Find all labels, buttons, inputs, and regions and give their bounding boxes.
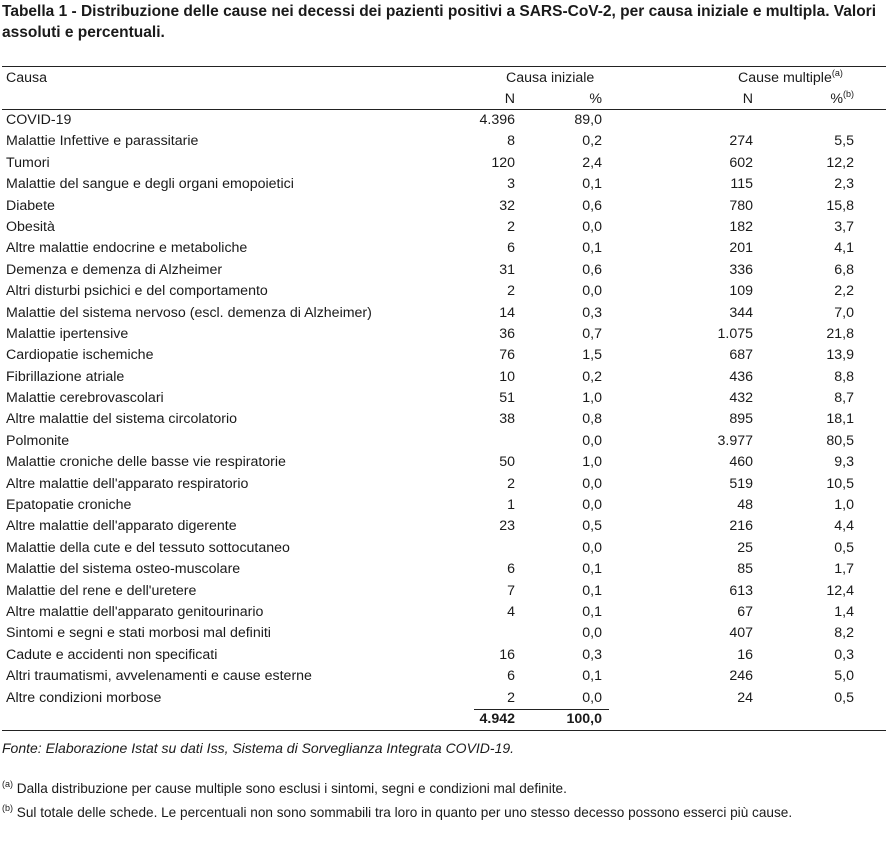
header-pct-multiple-sup: (b) <box>843 89 854 99</box>
row-pct-iniziale: 0,3 <box>582 646 602 663</box>
row-pct-iniziale: 0,1 <box>582 561 602 578</box>
row-causa: Malattie ipertensive <box>6 325 129 342</box>
table-row <box>2 324 886 345</box>
row-pct-multiple: 1,4 <box>834 603 854 620</box>
table-row <box>2 153 886 174</box>
table-row <box>2 131 886 152</box>
footnote-b <box>2 802 886 823</box>
row-pct-multiple: 8,7 <box>834 390 854 407</box>
row-pct-multiple: 1,7 <box>834 561 854 578</box>
table-row <box>2 474 886 495</box>
row-pct-multiple: 7,0 <box>834 304 854 321</box>
row-n-iniziale: 32 <box>499 197 515 214</box>
row-pct-iniziale: 0,2 <box>582 133 602 150</box>
row-n-multiple: 519 <box>729 475 753 492</box>
row-n-iniziale: 23 <box>499 518 515 535</box>
row-causa: Altri disturbi psichici e del comportamento <box>6 283 268 300</box>
row-causa: Diabete <box>6 197 55 214</box>
row-n-iniziale: 8 <box>507 133 515 150</box>
header-causa-iniziale: Causa iniziale <box>506 70 595 86</box>
row-n-iniziale: 36 <box>499 325 515 342</box>
row-causa: Altre malattie dell'apparato digerente <box>6 518 237 535</box>
row-n-iniziale: 31 <box>499 261 515 278</box>
header-pct-multiple <box>830 89 854 110</box>
row-pct-multiple: 5,0 <box>834 668 854 685</box>
row-pct-iniziale: 0,0 <box>582 539 602 556</box>
row-n-iniziale: 2 <box>507 218 515 235</box>
header-pct-multiple-label: % <box>830 91 843 107</box>
total-pct-iniziale: 100,0 <box>566 710 602 727</box>
row-pct-iniziale: 0,0 <box>582 218 602 235</box>
row-n-multiple: 336 <box>729 261 753 278</box>
row-causa: Demenza e demenza di Alzheimer <box>6 261 223 278</box>
table-row <box>2 217 886 238</box>
row-pct-iniziale: 0,5 <box>582 518 602 535</box>
row-causa: Altre malattie del sistema circolatorio <box>6 411 238 428</box>
row-pct-iniziale: 0,1 <box>582 240 602 257</box>
row-n-multiple: 432 <box>729 390 753 407</box>
table-row <box>2 666 886 687</box>
row-n-multiple: 687 <box>729 347 753 364</box>
row-pct-multiple: 13,9 <box>826 347 854 364</box>
footnote-b-text: Sul totale delle schede. Le percentuali non sono sommabili tra loro in quanto per uno stesso decesso possono esserci più cause. <box>13 805 793 820</box>
row-causa: Malattie del rene e dell'uretere <box>6 582 197 599</box>
header-n-multiple: N <box>742 91 753 107</box>
table-row <box>2 431 886 452</box>
row-n-multiple: 67 <box>737 603 753 620</box>
row-pct-multiple: 0,3 <box>834 646 854 663</box>
footnote-a-text: Dalla distribuzione per cause multiple sono esclusi i sintomi, segni e condizioni mal definite. <box>13 781 567 796</box>
row-n-iniziale: 38 <box>499 411 515 428</box>
row-n-iniziale: 1 <box>507 497 515 514</box>
row-n-multiple: 780 <box>729 197 753 214</box>
row-causa: Altre condizioni morbose <box>6 689 162 706</box>
footnote-a-marker: (a) <box>2 779 13 789</box>
row-pct-iniziale: 0,1 <box>582 668 602 685</box>
row-n-iniziale: 3 <box>507 176 515 193</box>
row-pct-multiple: 0,5 <box>834 539 854 556</box>
row-n-multiple: 1.075 <box>717 325 753 342</box>
row-pct-iniziale: 0,6 <box>582 261 602 278</box>
row-n-iniziale: 120 <box>491 154 515 171</box>
row-causa: Fibrillazione atriale <box>6 368 125 385</box>
row-pct-multiple: 3,7 <box>834 218 854 235</box>
table-row <box>2 345 886 366</box>
row-n-iniziale: 6 <box>507 668 515 685</box>
row-causa: Polmonite <box>6 432 70 449</box>
table-body <box>2 110 886 709</box>
row-pct-multiple: 8,8 <box>834 368 854 385</box>
row-n-iniziale: 7 <box>507 582 515 599</box>
row-causa: Malattie cerebrovascolari <box>6 390 164 407</box>
row-n-multiple: 85 <box>737 561 753 578</box>
row-pct-iniziale: 0,8 <box>582 411 602 428</box>
table-row <box>2 581 886 602</box>
row-n-multiple: 182 <box>729 218 753 235</box>
row-pct-multiple: 4,4 <box>834 518 854 535</box>
row-n-multiple: 216 <box>729 518 753 535</box>
row-n-multiple: 613 <box>729 582 753 599</box>
table-title: Tabella 1 - Distribuzione delle cause nei decessi dei pazienti positivi a SARS-CoV-2, per causa iniziale e multipla. Valori assoluti e percentuali. <box>2 3 877 41</box>
causes-table <box>2 66 886 731</box>
row-pct-multiple: 18,1 <box>826 411 854 428</box>
row-pct-iniziale: 0,0 <box>582 283 602 300</box>
row-pct-multiple: 4,1 <box>834 240 854 257</box>
row-pct-iniziale: 1,0 <box>582 390 602 407</box>
row-n-iniziale: 10 <box>499 368 515 385</box>
row-pct-multiple: 80,5 <box>826 432 854 449</box>
table-row <box>2 281 886 302</box>
row-causa: Malattie Infettive e parassitarie <box>6 133 199 150</box>
total-n-iniziale: 4.942 <box>479 710 515 727</box>
row-n-multiple: 201 <box>729 240 753 257</box>
row-n-iniziale: 51 <box>499 390 515 407</box>
row-pct-iniziale: 1,0 <box>582 454 602 471</box>
row-n-iniziale: 2 <box>507 283 515 300</box>
row-n-iniziale: 4.396 <box>479 112 515 128</box>
table-row <box>2 367 886 388</box>
total-row <box>2 709 886 730</box>
row-n-multiple: 344 <box>729 304 753 321</box>
row-n-iniziale: 6 <box>507 561 515 578</box>
table-row <box>2 110 886 131</box>
row-n-iniziale: 2 <box>507 475 515 492</box>
table-row <box>2 516 886 537</box>
row-pct-multiple: 0,5 <box>834 689 854 706</box>
row-pct-iniziale: 0,0 <box>582 475 602 492</box>
footnote-a <box>2 778 886 799</box>
header-pct-iniziale: % <box>589 91 602 107</box>
row-pct-iniziale: 0,7 <box>582 325 602 342</box>
table-row <box>2 623 886 644</box>
row-pct-iniziale: 0,0 <box>582 689 602 706</box>
row-pct-iniziale: 1,5 <box>582 347 602 364</box>
row-causa: Cadute e accidenti non specificati <box>6 646 218 663</box>
row-n-multiple: 16 <box>737 646 753 663</box>
row-causa: Obesità <box>6 218 55 235</box>
row-n-multiple: 274 <box>729 133 753 150</box>
row-causa: Altre malattie dell'apparato genitourinario <box>6 603 264 620</box>
row-n-multiple: 436 <box>729 368 753 385</box>
table-row <box>2 303 886 324</box>
row-n-iniziale: 16 <box>499 646 515 663</box>
row-n-multiple: 25 <box>737 539 753 556</box>
row-pct-iniziale: 0,0 <box>582 497 602 514</box>
row-causa: Malattie del sistema nervoso (escl. demenza di Alzheimer) <box>6 304 372 321</box>
row-pct-multiple: 8,2 <box>834 625 854 642</box>
table-row <box>2 602 886 623</box>
table-row <box>2 388 886 409</box>
row-pct-iniziale: 0,0 <box>582 625 602 642</box>
header-cause-multiple-label: Cause multiple <box>738 70 832 86</box>
row-pct-iniziale: 0,2 <box>582 368 602 385</box>
row-causa: Malattie del sangue e degli organi emopoietici <box>6 176 294 193</box>
table-row <box>2 495 886 516</box>
row-pct-multiple: 1,0 <box>834 497 854 514</box>
row-pct-iniziale: 89,0 <box>574 112 602 128</box>
row-n-iniziale: 4 <box>507 603 515 620</box>
row-n-iniziale: 2 <box>507 689 515 706</box>
row-causa: Epatopatie croniche <box>6 497 132 514</box>
header-n-iniziale: N <box>504 91 515 107</box>
table-bottom-rule <box>2 730 886 731</box>
row-pct-iniziale: 0,1 <box>582 582 602 599</box>
row-pct-multiple: 10,5 <box>826 475 854 492</box>
row-n-multiple: 602 <box>729 154 753 171</box>
row-causa: Tumori <box>6 154 50 171</box>
row-pct-multiple: 6,8 <box>834 261 854 278</box>
row-n-iniziale: 14 <box>499 304 515 321</box>
row-causa: Malattie della cute e del tessuto sottocutaneo <box>6 539 290 556</box>
row-pct-multiple: 9,3 <box>834 454 854 471</box>
header-row-2 <box>2 87 886 109</box>
row-n-multiple: 246 <box>729 668 753 685</box>
row-pct-multiple: 21,8 <box>826 325 854 342</box>
row-n-iniziale: 50 <box>499 454 515 471</box>
table-row <box>2 688 886 709</box>
table-row <box>2 260 886 281</box>
row-n-multiple: 109 <box>729 283 753 300</box>
row-causa: Sintomi e segni e stati morbosi mal definiti <box>6 625 271 642</box>
row-pct-multiple: 12,2 <box>826 154 854 171</box>
table-row <box>2 174 886 195</box>
row-pct-iniziale: 0,3 <box>582 304 602 321</box>
table-row <box>2 559 886 580</box>
row-n-multiple: 407 <box>729 625 753 642</box>
source-note: Fonte: Elaborazione Istat su dati Iss, Sistema di Sorveglianza Integrata COVID-19. <box>2 740 515 756</box>
row-n-multiple: 3.977 <box>717 432 753 449</box>
row-causa: Altre malattie endocrine e metaboliche <box>6 240 248 257</box>
row-pct-multiple: 12,4 <box>826 582 854 599</box>
row-causa: Altri traumatismi, avvelenamenti e cause esterne <box>6 668 312 685</box>
header-row-1 <box>2 67 886 87</box>
row-causa: Altre malattie dell'apparato respiratorio <box>6 475 249 492</box>
row-pct-multiple: 15,8 <box>826 197 854 214</box>
row-pct-iniziale: 0,1 <box>582 603 602 620</box>
row-pct-iniziale: 0,1 <box>582 176 602 193</box>
table-row <box>2 238 886 259</box>
row-causa: Malattie croniche delle basse vie respiratorie <box>6 454 286 471</box>
table-row <box>2 409 886 430</box>
table-row <box>2 645 886 666</box>
row-n-multiple: 48 <box>737 497 753 514</box>
row-pct-multiple: 5,5 <box>834 133 854 150</box>
row-n-iniziale: 76 <box>499 347 515 364</box>
table-row <box>2 196 886 217</box>
header-causa: Causa <box>6 70 48 86</box>
row-n-multiple: 24 <box>737 689 753 706</box>
row-n-multiple: 460 <box>729 454 753 471</box>
row-causa: Cardiopatie ischemiche <box>6 347 154 364</box>
row-pct-multiple: 2,3 <box>834 176 854 193</box>
row-pct-iniziale: 0,0 <box>582 432 602 449</box>
table-row <box>2 452 886 473</box>
footnote-b-marker: (b) <box>2 803 13 813</box>
row-pct-multiple: 2,2 <box>834 283 854 300</box>
row-n-multiple: 895 <box>729 411 753 428</box>
row-causa: Malattie del sistema osteo-muscolare <box>6 561 241 578</box>
row-pct-iniziale: 0,6 <box>582 197 602 214</box>
table-row <box>2 538 886 559</box>
row-causa: COVID-19 <box>6 112 72 128</box>
row-pct-iniziale: 2,4 <box>582 154 602 171</box>
row-n-iniziale: 6 <box>507 240 515 257</box>
row-n-multiple: 115 <box>730 176 753 193</box>
header-cause-multiple-sup: (a) <box>831 68 843 78</box>
